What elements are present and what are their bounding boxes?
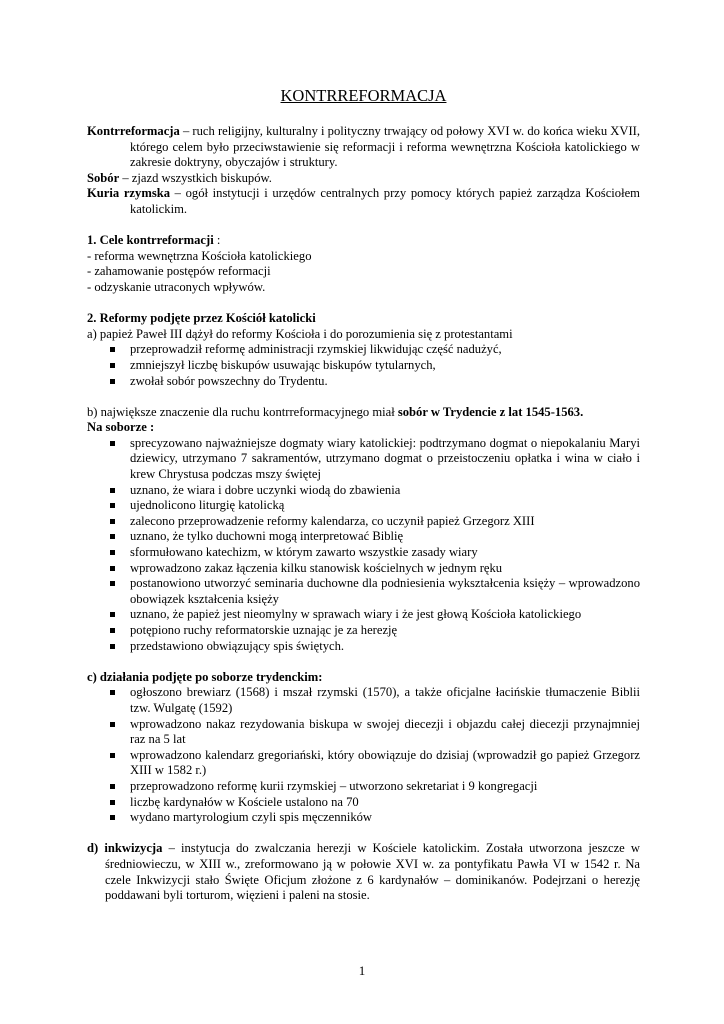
definition-text: – zjazd wszystkich biskupów. — [119, 170, 272, 185]
list-item: postanowiono utworzyć seminaria duchowne dla podniesienia wykształcenia księży – wprowadzono obowiązek kształcenia księży — [130, 576, 640, 606]
section-heading-text: 2. Reformy podjęte przez Kościół katolicki — [87, 311, 316, 326]
definition-kuria — [87, 186, 640, 217]
subsection-c-list — [87, 685, 640, 825]
subsection-c-heading — [87, 670, 640, 686]
subsection-c-heading-text: c) działania podjęte po soborze trydenckim: — [87, 669, 323, 684]
definitions — [87, 124, 640, 218]
subsection-d-term: d) inkwizycja — [87, 841, 163, 856]
section-reformy — [87, 311, 640, 904]
subsection-b-intro-text: b) największe znaczenie dla ruchu kontrreformacyjnego miał — [87, 404, 398, 419]
list-item: zwołał sobór powszechny do Trydentu. — [130, 374, 640, 390]
subsection-b-list — [87, 436, 640, 654]
list-item: sprecyzowano najważniejsze dogmaty wiary katolickiej: podtrzymano dogmat o niepokalaniu Maryi dziewicy, utrzymano 7 sakramentów, utrzymano dogmat o przeistoczeniu opłatka i wina w ciało i krew Chrystusa podczas mszy świętej — [130, 435, 640, 482]
list-item: wprowadzono zakaz łączenia kilku stanowisk kościelnych w jednym ręku — [130, 561, 640, 577]
definition-term: Kontrreformacja — [87, 124, 180, 138]
page-number: 1 — [358, 963, 366, 978]
list-item: przeprowadzono reformę kurii rzymskiej – utworzono sekretariat i 9 kongregacji — [130, 779, 640, 795]
subsection-a-list — [87, 342, 640, 389]
list-item: przedstawiono obwiązujący spis świętych. — [130, 639, 640, 655]
list-item: - zahamowanie postępów reformacji — [87, 264, 271, 279]
list-item: uznano, że wiara i dobre uczynki wiodą do zbawienia — [130, 483, 640, 499]
section-heading-text: 1. Cele kontrreformacji — [87, 233, 214, 248]
list-item: potępiono ruchy reformatorskie uznając je za herezję — [130, 623, 640, 639]
section-cele — [87, 233, 640, 295]
section-heading-suffix: : — [213, 233, 221, 248]
list-item: wydano martyrologium czyli spis męczenników — [130, 810, 640, 826]
list-item: ujednolicono liturgię katolicką — [130, 498, 640, 514]
list-item: sformułowano katechizm, w którym zawarto wszystkie zasady wiary — [130, 545, 640, 561]
list-item: uznano, że tylko duchowni mogą interpretować Biblię — [130, 529, 640, 545]
list-item: zalecono przeprowadzenie reformy kalendarza, co uczynił papież Grzegorz XIII — [130, 514, 640, 530]
list-item: wprowadzono nakaz rezydowania biskupa w swojej diecezji i objazdu całej diecezji przynajmniej raz na 5 lat — [130, 716, 640, 747]
subsection-d-text: – instytucja do zwalczania herezji w Kościele katolickim. Została utworzona jeszcze w średniowieczu, w XIII w., zreformowano ją w połowie XVI w. za pontyfikatu Pawła VI w 1542 r. Na czele Inkwizycji stało Święte Oficjum złożone z 6 kardynałów – dominikanów. Podejrzani o herezję poddawani byli torturom, więzieni i paleni na stosie. — [105, 841, 641, 903]
list-item: wprowadzono kalendarz gregoriański, który obowiązuje do dzisiaj (wprowadził go papież Grzegorz XIII w 1582 r.) — [130, 747, 640, 778]
definition-text: – ruch religijny, kulturalny i polityczny trwający od połowy XVI w. do końca wieku XVII, którego celem było przeciwstawienie się reformacji i reforma wewnętrzna Kościoła katolickiego w zakresie doktryny, obyczajów i struktury. — [130, 124, 640, 170]
subsection-d — [87, 841, 640, 903]
subsection-b-intro-bold: sobór w Trydencie z lat 1545-1563. — [397, 404, 584, 419]
subsection-b-intro — [87, 405, 640, 421]
subsection-a-intro: a) papież Paweł III dążył do reformy Kościoła i do porozumienia się z protestantami — [87, 326, 513, 341]
list-item: - odzyskanie utraconych wpływów. — [87, 279, 266, 294]
definition-text: – ogół instytucji i urzędów centralnych przy pomocy których papież zarządza Kościołem katolickim. — [130, 186, 640, 216]
list-item: ogłoszono brewiarz (1568) i mszał rzymski (1570), a także oficjalne łacińskie tłumaczenie Biblii tzw. Wulgatę (1592) — [130, 685, 640, 715]
definition-term: Sobór — [87, 170, 120, 185]
definition-sobor — [87, 171, 640, 187]
definition-term: Kuria rzymska — [87, 186, 171, 201]
list-item: liczbę kardynałów w Kościele ustalono na 70 — [130, 795, 640, 811]
section-heading — [87, 233, 640, 249]
document-page — [87, 86, 640, 904]
section-heading — [87, 311, 640, 327]
list-item: uznano, że papież jest nieomylny w sprawach wiary i że jest głową Kościoła katolickiego — [130, 607, 640, 623]
list-item: - reforma wewnętrzna Kościoła katolickiego — [87, 248, 312, 263]
subsection-b-sub — [87, 420, 640, 436]
definition-kontrreformacja — [87, 124, 640, 171]
subsection-b-sub-text: Na soborze : — [87, 420, 155, 435]
list-item: przeprowadził reformę administracji rzymskiej likwidując część nadużyć, — [130, 342, 640, 358]
list-item: zmniejszył liczbę biskupów usuwając biskupów tytularnych, — [130, 358, 640, 374]
document-title: KONTRREFORMACJA — [280, 86, 447, 105]
